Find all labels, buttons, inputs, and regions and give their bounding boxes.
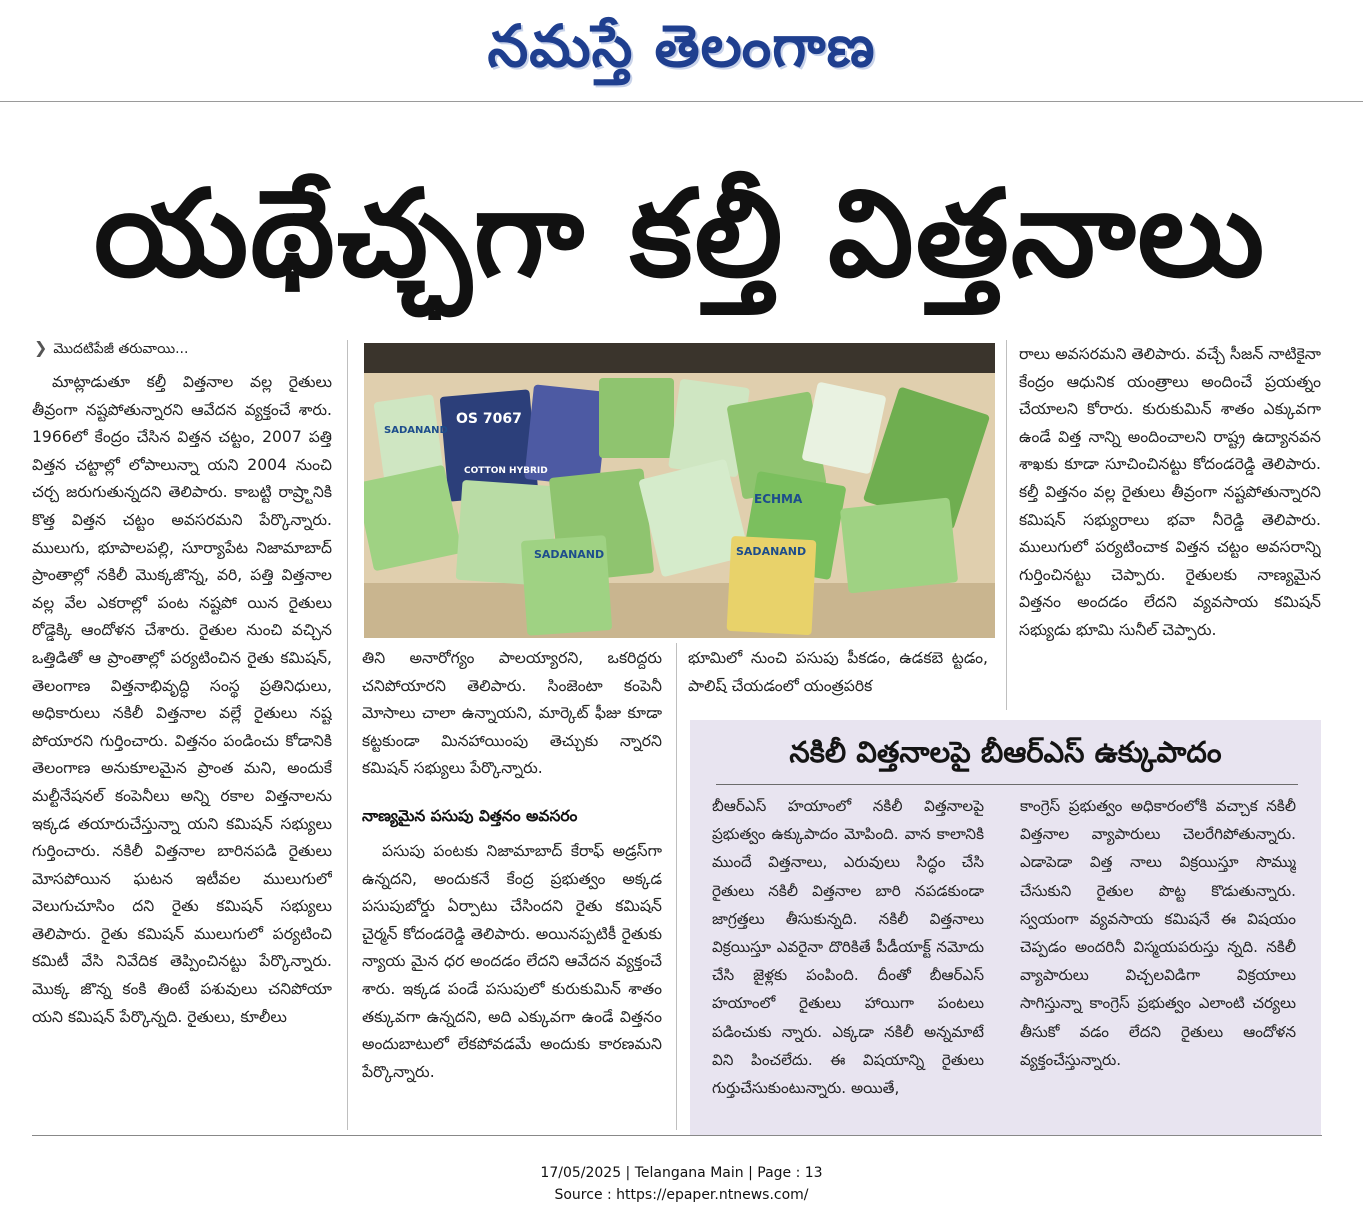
newspaper-logo: నమస్తే తెలంగాణ — [487, 12, 876, 80]
bag-label: OS 7067 — [456, 411, 522, 427]
masthead-divider — [0, 101, 1363, 102]
continued-from-kicker — [34, 337, 188, 360]
column-divider — [676, 643, 677, 1130]
column-divider — [347, 340, 348, 1130]
article-column-2-top — [362, 645, 662, 785]
article-column-1 — [32, 369, 332, 1121]
photo-illustration — [364, 343, 995, 638]
sidebar-column-left — [712, 792, 984, 1128]
bag-label: SADANAND — [534, 548, 605, 561]
sidebar-paragraph: బీఆర్‌ఎస్ హయాంలో నకిలీ విత్తనాలపై ప్రభుత్వం ఉక్కుపాదం మోపింది. వాన కాలానికి ముందే విత్తనాలు, ఎరువులు సిద్ధం చేసి రైతులు నకిలీ విత్తనాల బారి నపడకుండా జాగ్రత్తలు తీసుకున్నది. నకిలీ విత్తనాలు విక్రయిస్తూ ఎవరైనా దొరికితే పీడీయాక్ట్ నమోదు చేసి జైళ్లకు పంపింది. దీంతో బీఆర్‌ఎస్ హయాంలో రైతులు హాయిగా పంటలు పడించుకు న్నారు. ఎక్కడా నకిలీ అన్నమాటే విని పించలేదు. ఈ విషయాన్ని రైతులు గుర్తుచేసుకుంటున్నారు. అయితే, — [712, 797, 984, 1098]
article-paragraph: పసుపు పంటకు నిజామాబాద్ కేరాఫ్ అడ్రస్‌గా ఉన్నదని, అందుకనే కేంద్ర ప్రభుత్వం అక్కడ పసుపుబోర్డు ఏర్పాటు చేసిందని రైతు కమిషన్ చైర్మన్ కోదండరెడ్డి తెలిపారు. అయినప్పటికీ రైతుకు న్యాయ మైన ధర అందడం లేదని ఆవేదన వ్యక్తంచే శారు. ఇక్కడ పండే పసుపులో కురుకుమిన్ శాతం తక్కువగా ఉన్నదని, అది ఎక్కువగా ఉండే విత్తనం అందుబాటులో లేకపోవడమే అందుకు కారణమని పేర్కొన్నారు. — [362, 842, 662, 1081]
article-column-4 — [1019, 341, 1321, 711]
sidebar-box-divider — [716, 784, 1298, 785]
column-divider — [1006, 340, 1007, 710]
footer-source-line[interactable]: Source : https://epaper.ntnews.com/ — [554, 1187, 809, 1203]
sidebar-paragraph: కాంగ్రెస్ ప్రభుత్వం అధికారంలోకి వచ్చాక నకిలీ విత్తనాల వ్యాపారులు చెలరేగిపోతున్నారు. ఎడాపెడా విత్త నాలు విక్రయిస్తూ సొమ్ము చేసుకుని రైతుల పొట్ట కొడుతున్నారు. స్వయంగా వ్యవసాయ కమిషనే ఈ విషయం చెప్పడం అందరినీ విస్మయపరుస్తు న్నది. నకిలీ వ్యాపారులు విచ్చలవిడిగా విక్రయాలు సాగిస్తున్నా కాంగ్రెస్ ప్రభుత్వం ఎలాంటి చర్యలు తీసుకో వడం లేదని రైతులు ఆందోళన వ్యక్తంచేస్తున్నారు. — [1020, 797, 1296, 1069]
article-paragraph: తిని అనారోగ్యం పాలయ్యారని, ఒకరిద్దరు చనిపోయారని తెలిపారు. సింజెంటా కంపెనీ మోసాలు చాలా ఉన్నాయని, మార్కెట్ ఫీజు కూడా కట్టకుండా మినహాయింపు తెచ్చుకు న్నారని కమిషన్ సభ్యులు పేర్కొన్నారు. — [362, 649, 662, 778]
bag-label: ECHMA — [754, 492, 803, 506]
seed-packets-photo — [364, 343, 995, 638]
sidebar-column-right — [1020, 792, 1296, 1128]
bag-label: SADANAND — [384, 425, 448, 436]
footer — [0, 1162, 1363, 1206]
bag-label: SADANAND — [736, 545, 807, 558]
article-paragraph: భూమిలో నుంచి పసుపు పీకడం, ఉడకబె ట్టడం, పాలిష్ చేయడంలో యంత్రపరిక — [688, 649, 988, 695]
subheading: నాణ్యమైన పసుపు విత్తనం అవసరం — [362, 807, 578, 825]
sidebar-box — [690, 720, 1321, 1136]
kicker-text: మొదటిపేజీ తరువాయి... — [53, 341, 189, 357]
masthead — [0, 0, 1363, 100]
bag-label: COTTON HYBRID — [464, 466, 548, 476]
chevron-right-icon: ❯ — [34, 338, 48, 357]
article-paragraph: మాట్లాడుతూ కల్తీ విత్తనాల వల్ల రైతులు తీవ్రంగా నష్టపోతున్నారని ఆవేదన వ్యక్తంచే శారు. 1966లో కేంద్రం చేసిన విత్తన చట్టం, 2007 పత్తి విత్తన చట్టాల్లో లోపాలున్నా యని 2004 నుంచి చర్చ జరుగుతున్నదని తెలిపారు. కాబట్టి రాష్ర్టానికి కొత్త విత్తన చట్టం అవసరమని పేర్కొన్నారు. ములుగు, భూపాలపల్లి, సూర్యాపేట నిజామాబాద్ ప్రాంతాల్లో నకిలీ మొక్కజొన్న, వరి, పత్తి విత్తనాల వల్ల వేల ఎకరాల్లో పంట నష్టపో యిన రైతులు రోడ్డెక్కి ఆందోళన చేశారు. రైతుల నుంచి వచ్చిన ఒత్తిడితో ఆ ప్రాంతాల్లో పర్యటించిన రైతు కమిషన్, తెలంగాణ విత్తనాభివృద్ధి సంస్థ ప్రతినిధులు, అధికారులు నకిలీ విత్తనాల వల్లే రైతులు నష్ట పోయారని గుర్తించారు. విత్తనం పండించు కోడానికి తెలంగాణ అనుకూలమైన ప్రాంత మని, అందుకే మల్టీనేషనల్ కంపెనీలు అన్ని రకాల విత్తనాలను ఇక్కడ తయారుచేస్తున్నా యని కమిషన్ సభ్యులు గుర్తించారు. నకిలీ విత్తనాల బారినపడి రైతులు మోసపోయిన ఘటన ఇటీవల ములుగులో వెలుగుచూసిం దని రైతు కమిషన్ సభ్యులు తెలిపారు. రైతు కమిషన్ ములుగులో పర్యటించి కమిటీ వేసి నివేదిక తెప్పించినట్టు పేర్కొన్నారు. మొక్క జొన్న కంకి తింటే పశువులు చనిపోయా యని కమిషన్ పేర్కొన్నది. రైతులు, కూలీలు — [32, 373, 332, 1026]
article-column-2-bottom — [362, 838, 662, 1128]
footer-date-line: 17/05/2025 | Telangana Main | Page : 13 — [540, 1165, 823, 1181]
headline: యథేచ్ఛగా కల్తీ విత్తనాలు — [93, 165, 1267, 304]
article-column-3-top — [688, 645, 988, 705]
sidebar-box-title: నకిలీ విత్తనాలపై బీఆర్‌ఎస్ ఉక్కుపాదం — [789, 735, 1222, 769]
article-paragraph: రాలు అవసరమని తెలిపారు. వచ్చే సీజన్ నాటికైనా కేంద్రం ఆధునిక యంత్రాలు అందించే ప్రయత్నం చేయాలని కోరారు. కురుకుమిన్ శాతం ఎక్కువగా ఉండే విత్త నాన్ని అందించాలని రాష్ట్ర ఉద్యానవన శాఖకు కూడా సూచించినట్టు కోదండరెడ్డి తెలిపారు. కల్తీ విత్తనం వల్ల రైతులు తీవ్రంగా నష్టపోతున్నారని కమిషన్ సభ్యురాలు భవా నీరెడ్డి తెలిపారు. ములుగులో పర్యటించాక విత్తన చట్టం అవసరాన్ని గుర్తించినట్టు చెప్పారు. రైతులకు నాణ్యమైన విత్తనం అందడం లేదని వ్యవసాయ కమిషన్ సభ్యుడు భూమి సునీల్ చెప్పారు. — [1019, 345, 1321, 639]
footer-divider — [32, 1135, 1322, 1136]
